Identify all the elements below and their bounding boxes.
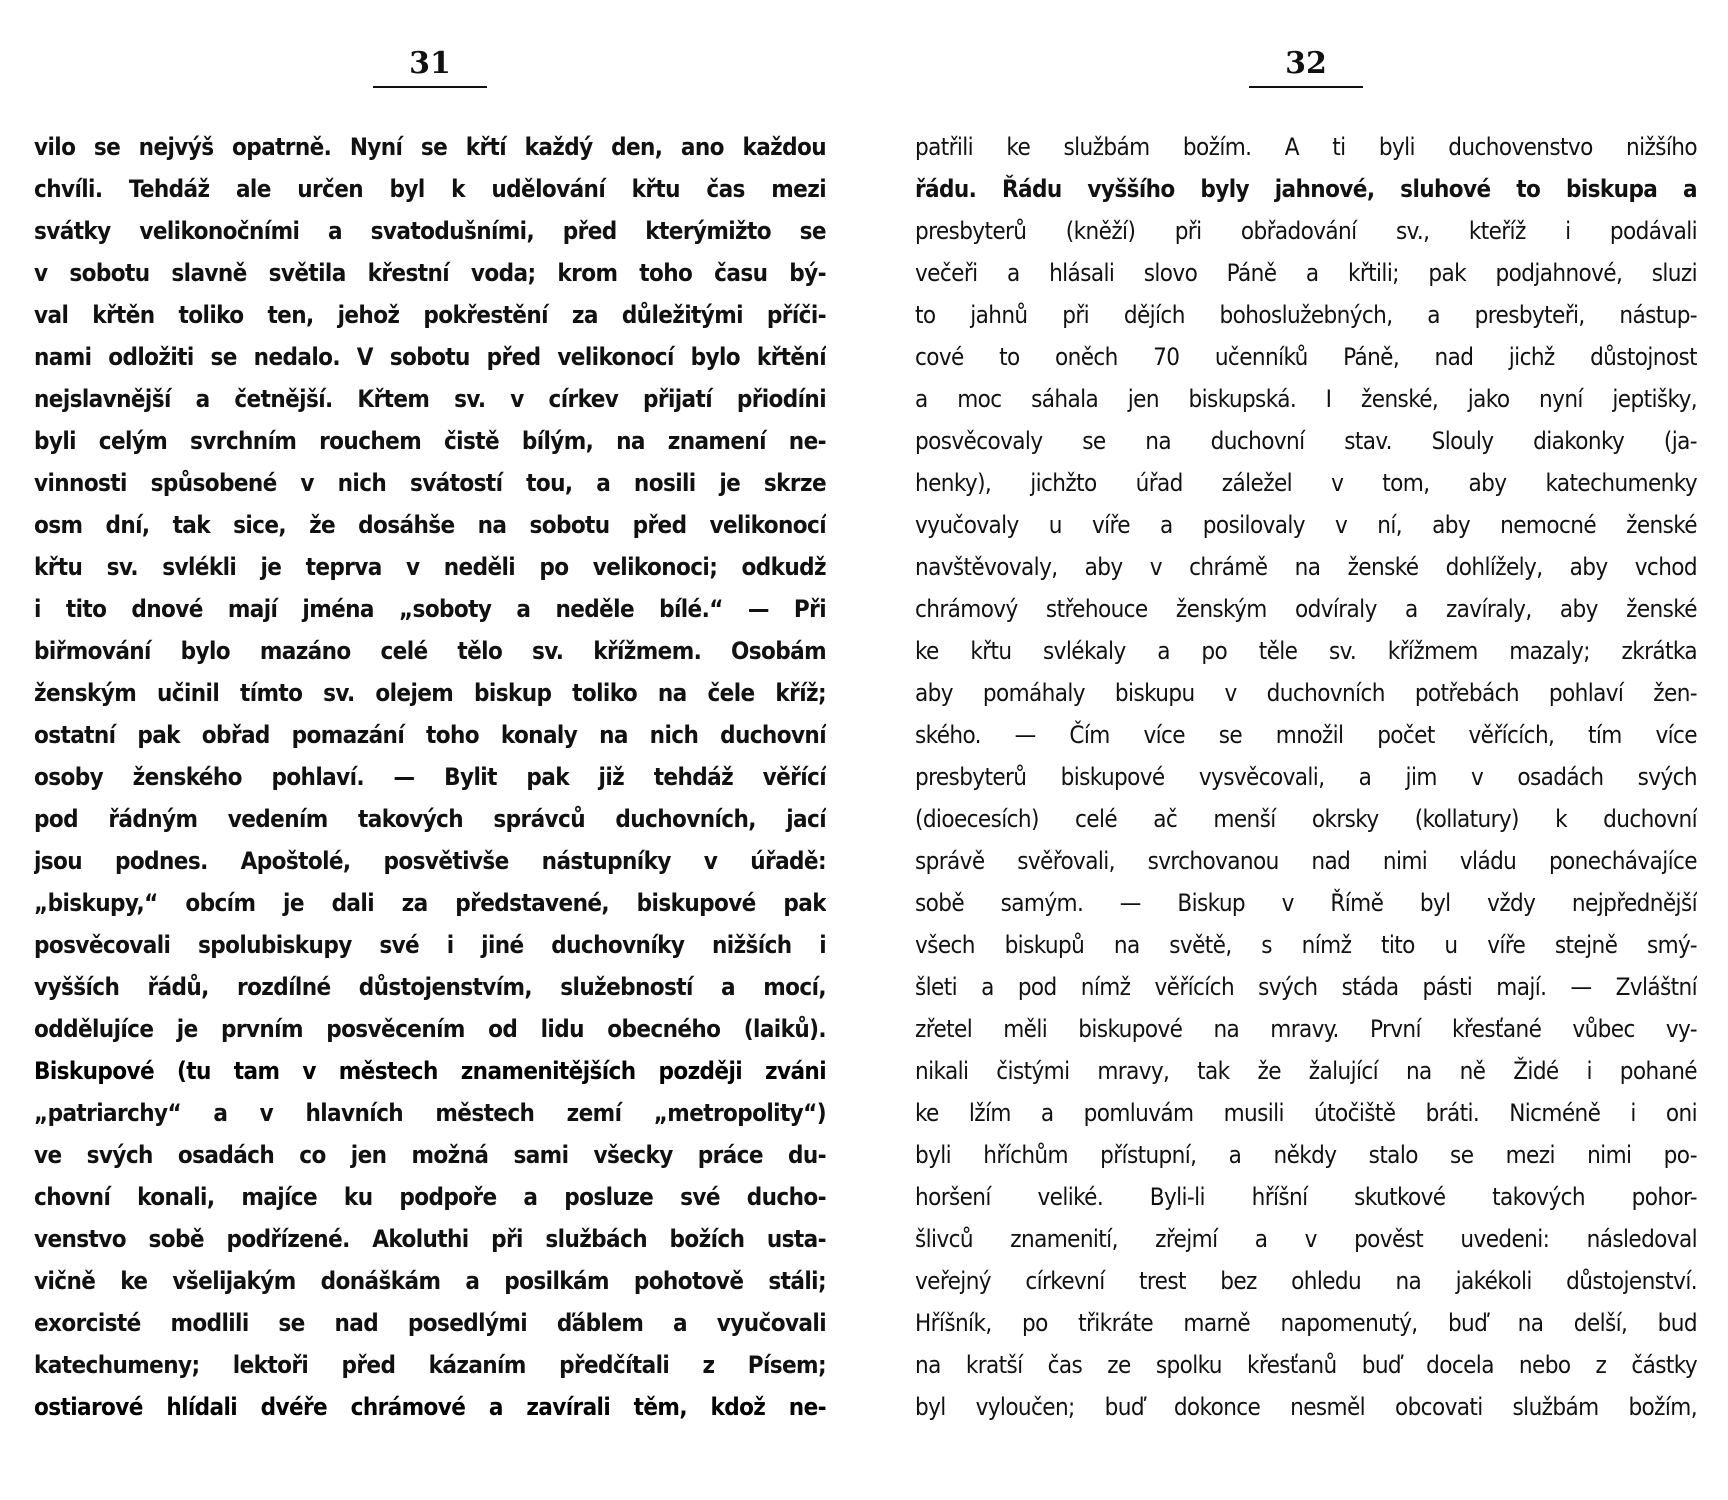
text-line: správě svěřovali, svrchovanou nad nimi vládu ponechávajíce [915, 847, 1697, 875]
text-line: navštěvovaly, aby v chrámě na ženské dohlížely, aby vchod [915, 553, 1697, 581]
right-page [915, 0, 1697, 1500]
text-line: henky), jichžto úřad záležel v tom, aby katechumenky [915, 469, 1697, 497]
text-line: katechumeny; lektoři před kázaním předčítali z Písem; [34, 1351, 826, 1379]
text-line: venstvo sobě podřízené. Akoluthi při službách božích usta- [34, 1225, 826, 1253]
text-line: ve svých osadách co jen možná sami všecky práce du- [34, 1141, 826, 1169]
text-line: aby pomáhaly biskupu v duchovních potřebách pohlaví žen- [915, 679, 1697, 707]
text-line: byli celým svrchním rouchem čistě bílým, na znamení ne- [34, 427, 826, 455]
text-line: jsou podnes. Apoštolé, posvětivše nástupníky v úřadě: [34, 847, 826, 875]
text-line: vilo se nejvýš opatrně. Nyní se křtí každý den, ano každou [34, 133, 826, 161]
text-line: (dioecesích) celé ač menší okrsky (kollatury) k duchovní [915, 805, 1697, 833]
text-line: šleti a pod nímž věřících svých stáda pásti mají. — Zvláštní [915, 973, 1697, 1001]
text-line: nami odložiti se nedalo. V sobotu před velikonocí bylo křtění [34, 343, 826, 371]
text-line: ského. — Čím více se množil počet věřících, tím více [915, 721, 1697, 749]
text-line: presbyterů biskupové vysvěcovali, a jim v osadách svých [915, 763, 1697, 791]
text-line: „biskupy,“ obcím je dali za představené, biskupové pak [34, 889, 826, 917]
text-line: sobě samým. — Biskup v Římě byl vždy nejpřednější [915, 889, 1697, 917]
text-line: řádu. Řádu vyššího byly jahnové, sluhové to biskupa a [915, 175, 1697, 203]
text-line: ženským učinil tímto sv. olejem biskup toliko na čele kříž; [34, 679, 826, 707]
text-line: a moc sáhala jen biskupská. I ženské, jako nyní jeptišky, [915, 385, 1697, 413]
text-line: horšení veliké. Byli-li hříšní skutkové takových pohor- [915, 1183, 1697, 1211]
page-number: 32 [915, 44, 1697, 88]
text-line: všech biskupů na světě, s nímž tito u víře stejně smý- [915, 931, 1697, 959]
text-line: byl vyloučen; buď dokonce nesměl obcovati službám božím, [915, 1393, 1697, 1421]
text-line: byli hříchům přístupní, a někdy stalo se mezi nimi po- [915, 1141, 1697, 1169]
text-line: zřetel měli biskupové na mravy. První křesťané vůbec vy- [915, 1015, 1697, 1043]
page-number: 31 [34, 44, 826, 88]
text-line: Hříšník, po třikráte marně napomenutý, buď na delší, buď [915, 1309, 1697, 1337]
text-line: vinnosti spůsobené v nich svátostí tou, a nosili je skrze [34, 469, 826, 497]
text-line: Biskupové (tu tam v městech znamenitějších později zváni [34, 1057, 826, 1085]
text-line: nikali čistými mravy, tak že žalující na ně Židé i pohané [915, 1057, 1697, 1085]
text-line: ostiarové hlídali dvéře chrámové a zavírali těm, kdož ne- [34, 1393, 826, 1421]
text-line: nejslavnější a četnější. Křtem sv. v církev přijatí přiodíni [34, 385, 826, 413]
text-line: pod řádným vedením takových správců duchovních, jací [34, 805, 826, 833]
text-line: v sobotu slavně světila křestní voda; krom toho času bý- [34, 259, 826, 287]
text-line: posvěcovali spolubiskupy své i jiné duchovníky nižších i [34, 931, 826, 959]
text-line: i tito dnové mají jména „soboty a neděle bílé.“ — Při [34, 595, 826, 623]
text-line: cové to oněch 70 učenníků Páně, nad jichž důstojnost [915, 343, 1697, 371]
text-line: chovní konali, majíce ku podpoře a posluze své ducho- [34, 1183, 826, 1211]
text-line: na kratší čas ze spolku křesťanů buď docela nebo z částky [915, 1351, 1697, 1379]
text-line: křtu sv. svlékli je teprva v neděli po velikonoci; odkudž [34, 553, 826, 581]
text-line: to jahnů při dějích bohoslužebných, a presbyteři, nástup- [915, 301, 1697, 329]
text-line: vyšších řádů, rozdílné důstojenstvím, služebností a mocí, [34, 973, 826, 1001]
left-page [34, 0, 826, 1500]
text-line: presbyterů (kněží) při obřadování sv., kteříž i podávali [915, 217, 1697, 245]
text-line: oddělujíce je prvním posvěcením od lidu obecného (laiků). [34, 1015, 826, 1043]
text-line: vičně ke všelijakým donáškám a posilkám pohotově stáli; [34, 1267, 826, 1295]
text-line: osoby ženského pohlaví. — Bylit pak již tehdáž věřící [34, 763, 826, 791]
text-line: ostatní pak obřad pomazání toho konaly na nich duchovní [34, 721, 826, 749]
text-line: šlivců znamenití, zřejmí a v pověst uvedeni: následoval [915, 1225, 1697, 1253]
text-line: osm dní, tak sice, že dosáhše na sobotu před velikonocí [34, 511, 826, 539]
page-text [34, 126, 826, 1428]
text-line: ke křtu svlékaly a po těle sv. křížmem mazaly; zkrátka [915, 637, 1697, 665]
text-line: posvěcovaly se na duchovní stav. Slouly diakonky (ja- [915, 427, 1697, 455]
text-line: biřmování bylo mazáno celé tělo sv. křížmem. Osobám [34, 637, 826, 665]
text-line: exorcisté modlili se nad posedlými ďáblem a vyučovali [34, 1309, 826, 1337]
text-line: vyučovaly u víře a posilovaly v ní, aby nemocné ženské [915, 511, 1697, 539]
text-line: „patriarchy“ a v hlavních městech zemí „metropolity“) [34, 1099, 826, 1127]
text-line: chvíli. Tehdáž ale určen byl k udělování křtu čas mezi [34, 175, 826, 203]
text-line: veřejný církevní trest bez ohledu na jakékoli důstojenství. [915, 1267, 1697, 1295]
text-line: chrámový střehouce ženským odvíraly a zavíraly, aby ženské [915, 595, 1697, 623]
text-line: svátky velikonočními a svatodušními, před kterýmižto se [34, 217, 826, 245]
text-line: val křtěn toliko ten, jehož pokřestění za důležitými příči- [34, 301, 826, 329]
page-text [915, 126, 1697, 1428]
text-line: večeři a hlásali slovo Páně a křtili; pak podjahnové, sluzi [915, 259, 1697, 287]
text-line: ke lžím a pomluvám musili útočiště bráti. Nicméně i oni [915, 1099, 1697, 1127]
text-line: patřili ke službám božím. A ti byli duchovenstvo nižšího [915, 133, 1697, 161]
